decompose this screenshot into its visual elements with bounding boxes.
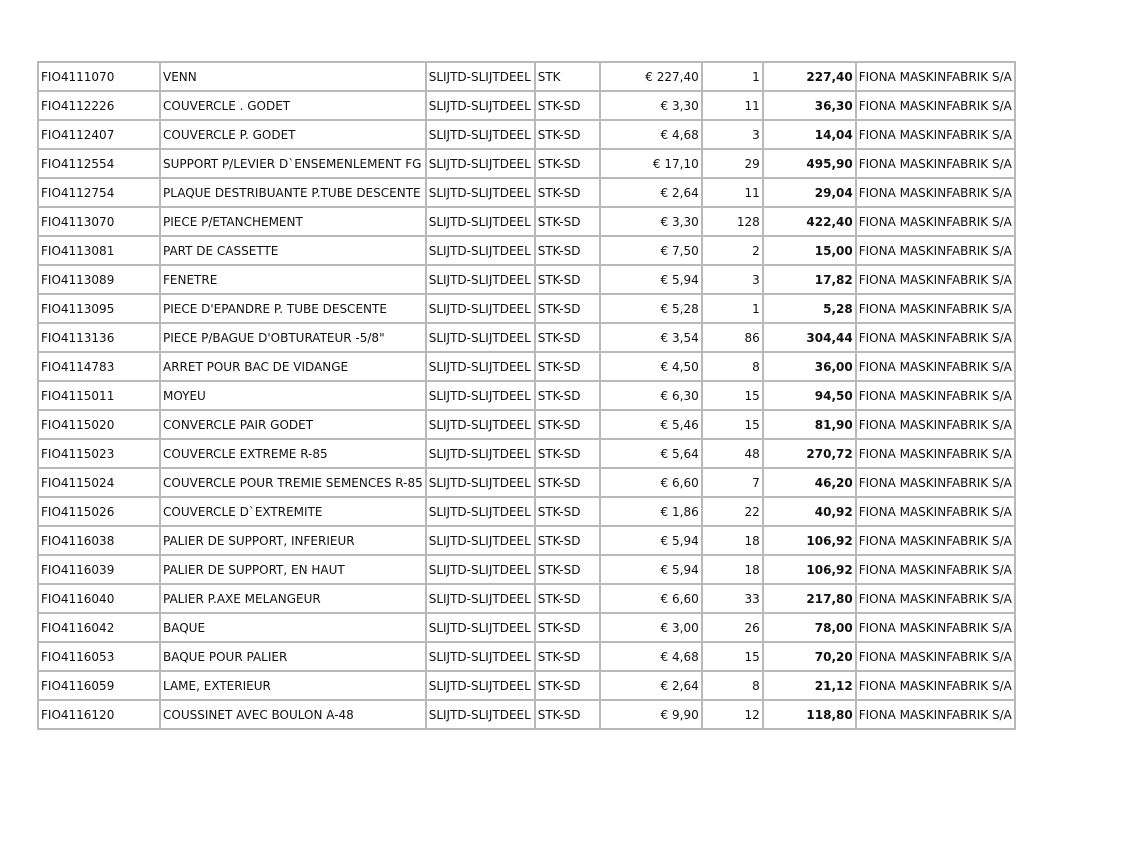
group-cell: SLIJTD-SLIJTDEEL	[426, 265, 535, 294]
quantity-cell: 8	[702, 671, 763, 700]
unit-cell: STK-SD	[535, 294, 600, 323]
group-cell: SLIJTD-SLIJTDEEL	[426, 671, 535, 700]
unit-price-cell: € 1,86	[600, 497, 702, 526]
table-row	[38, 410, 1015, 439]
group-cell: SLIJTD-SLIJTDEEL	[426, 62, 535, 91]
line-total-cell: 36,00	[763, 352, 856, 381]
group-cell: SLIJTD-SLIJTDEEL	[426, 207, 535, 236]
table-row	[38, 700, 1015, 729]
part-code-cell: FIO4111070	[38, 62, 160, 91]
part-code-cell: FIO4116059	[38, 671, 160, 700]
quantity-cell: 18	[702, 555, 763, 584]
supplier-cell: FIONA MASKINFABRIK S/A	[856, 62, 1015, 91]
table-row	[38, 207, 1015, 236]
table-row	[38, 555, 1015, 584]
table-row	[38, 178, 1015, 207]
description-cell: PALIER DE SUPPORT, EN HAUT	[160, 555, 426, 584]
unit-price-cell: € 5,94	[600, 526, 702, 555]
quantity-cell: 128	[702, 207, 763, 236]
quantity-cell: 1	[702, 62, 763, 91]
unit-price-cell: € 4,50	[600, 352, 702, 381]
supplier-cell: FIONA MASKINFABRIK S/A	[856, 468, 1015, 497]
table-row	[38, 91, 1015, 120]
unit-cell: STK-SD	[535, 410, 600, 439]
unit-price-cell: € 3,00	[600, 613, 702, 642]
part-code-cell: FIO4116039	[38, 555, 160, 584]
part-code-cell: FIO4113089	[38, 265, 160, 294]
group-cell: SLIJTD-SLIJTDEEL	[426, 120, 535, 149]
unit-cell: STK-SD	[535, 178, 600, 207]
quantity-cell: 18	[702, 526, 763, 555]
unit-cell: STK-SD	[535, 265, 600, 294]
part-code-cell: FIO4112754	[38, 178, 160, 207]
unit-price-cell: € 6,60	[600, 468, 702, 497]
group-cell: SLIJTD-SLIJTDEEL	[426, 700, 535, 729]
description-cell: PALIER DE SUPPORT, INFERIEUR	[160, 526, 426, 555]
table-row	[38, 236, 1015, 265]
line-total-cell: 46,20	[763, 468, 856, 497]
unit-price-cell: € 3,30	[600, 91, 702, 120]
part-code-cell: FIO4112226	[38, 91, 160, 120]
group-cell: SLIJTD-SLIJTDEEL	[426, 468, 535, 497]
table-row	[38, 294, 1015, 323]
quantity-cell: 3	[702, 120, 763, 149]
supplier-cell: FIONA MASKINFABRIK S/A	[856, 178, 1015, 207]
group-cell: SLIJTD-SLIJTDEEL	[426, 613, 535, 642]
part-code-cell: FIO4113070	[38, 207, 160, 236]
description-cell: PIECE D'EPANDRE P. TUBE DESCENTE	[160, 294, 426, 323]
table-row	[38, 613, 1015, 642]
part-code-cell: FIO4115023	[38, 439, 160, 468]
description-cell: VENN	[160, 62, 426, 91]
description-cell: SUPPORT P/LEVIER D`ENSEMENLEMENT FG	[160, 149, 426, 178]
table-row	[38, 120, 1015, 149]
group-cell: SLIJTD-SLIJTDEEL	[426, 178, 535, 207]
supplier-cell: FIONA MASKINFABRIK S/A	[856, 613, 1015, 642]
supplier-cell: FIONA MASKINFABRIK S/A	[856, 381, 1015, 410]
quantity-cell: 1	[702, 294, 763, 323]
group-cell: SLIJTD-SLIJTDEEL	[426, 91, 535, 120]
unit-cell: STK-SD	[535, 439, 600, 468]
supplier-cell: FIONA MASKINFABRIK S/A	[856, 584, 1015, 613]
supplier-cell: FIONA MASKINFABRIK S/A	[856, 555, 1015, 584]
supplier-cell: FIONA MASKINFABRIK S/A	[856, 439, 1015, 468]
line-total-cell: 70,20	[763, 642, 856, 671]
quantity-cell: 3	[702, 265, 763, 294]
unit-cell: STK-SD	[535, 526, 600, 555]
quantity-cell: 8	[702, 352, 763, 381]
quantity-cell: 15	[702, 410, 763, 439]
part-code-cell: FIO4115024	[38, 468, 160, 497]
unit-cell: STK-SD	[535, 584, 600, 613]
part-code-cell: FIO4112407	[38, 120, 160, 149]
group-cell: SLIJTD-SLIJTDEEL	[426, 381, 535, 410]
group-cell: SLIJTD-SLIJTDEEL	[426, 149, 535, 178]
group-cell: SLIJTD-SLIJTDEEL	[426, 439, 535, 468]
part-code-cell: FIO4115020	[38, 410, 160, 439]
unit-cell: STK-SD	[535, 613, 600, 642]
quantity-cell: 29	[702, 149, 763, 178]
group-cell: SLIJTD-SLIJTDEEL	[426, 642, 535, 671]
quantity-cell: 7	[702, 468, 763, 497]
description-cell: COUVERCLE POUR TREMIE SEMENCES R-85	[160, 468, 426, 497]
description-cell: COUVERCLE P. GODET	[160, 120, 426, 149]
group-cell: SLIJTD-SLIJTDEEL	[426, 555, 535, 584]
group-cell: SLIJTD-SLIJTDEEL	[426, 294, 535, 323]
table-row	[38, 149, 1015, 178]
part-code-cell: FIO4115011	[38, 381, 160, 410]
line-total-cell: 270,72	[763, 439, 856, 468]
description-cell: BAQUE POUR PALIER	[160, 642, 426, 671]
line-total-cell: 495,90	[763, 149, 856, 178]
table-row	[38, 381, 1015, 410]
part-code-cell: FIO4116038	[38, 526, 160, 555]
line-total-cell: 94,50	[763, 381, 856, 410]
quantity-cell: 11	[702, 91, 763, 120]
quantity-cell: 86	[702, 323, 763, 352]
supplier-cell: FIONA MASKINFABRIK S/A	[856, 700, 1015, 729]
supplier-cell: FIONA MASKINFABRIK S/A	[856, 149, 1015, 178]
unit-price-cell: € 227,40	[600, 62, 702, 91]
supplier-cell: FIONA MASKINFABRIK S/A	[856, 265, 1015, 294]
description-cell: CONVERCLE PAIR GODET	[160, 410, 426, 439]
unit-price-cell: € 5,46	[600, 410, 702, 439]
unit-cell: STK-SD	[535, 555, 600, 584]
description-cell: PIECE P/BAGUE D'OBTURATEUR -5/8"	[160, 323, 426, 352]
unit-cell: STK-SD	[535, 236, 600, 265]
unit-price-cell: € 3,30	[600, 207, 702, 236]
description-cell: BAQUE	[160, 613, 426, 642]
unit-price-cell: € 2,64	[600, 671, 702, 700]
unit-price-cell: € 2,64	[600, 178, 702, 207]
part-code-cell: FIO4115026	[38, 497, 160, 526]
quantity-cell: 26	[702, 613, 763, 642]
group-cell: SLIJTD-SLIJTDEEL	[426, 236, 535, 265]
table-row	[38, 497, 1015, 526]
unit-cell: STK-SD	[535, 642, 600, 671]
supplier-cell: FIONA MASKINFABRIK S/A	[856, 207, 1015, 236]
supplier-cell: FIONA MASKINFABRIK S/A	[856, 352, 1015, 381]
supplier-cell: FIONA MASKINFABRIK S/A	[856, 294, 1015, 323]
parts-table	[37, 61, 1016, 730]
unit-price-cell: € 5,94	[600, 265, 702, 294]
description-cell: COUSSINET AVEC BOULON A-48	[160, 700, 426, 729]
part-code-cell: FIO4116053	[38, 642, 160, 671]
unit-cell: STK-SD	[535, 149, 600, 178]
group-cell: SLIJTD-SLIJTDEEL	[426, 410, 535, 439]
description-cell: PART DE CASSETTE	[160, 236, 426, 265]
quantity-cell: 2	[702, 236, 763, 265]
part-code-cell: FIO4114783	[38, 352, 160, 381]
part-code-cell: FIO4113136	[38, 323, 160, 352]
line-total-cell: 78,00	[763, 613, 856, 642]
unit-cell: STK-SD	[535, 207, 600, 236]
unit-cell: STK-SD	[535, 91, 600, 120]
unit-cell: STK-SD	[535, 497, 600, 526]
part-code-cell: FIO4113095	[38, 294, 160, 323]
unit-cell: STK-SD	[535, 323, 600, 352]
group-cell: SLIJTD-SLIJTDEEL	[426, 584, 535, 613]
line-total-cell: 14,04	[763, 120, 856, 149]
unit-cell: STK	[535, 62, 600, 91]
unit-price-cell: € 6,30	[600, 381, 702, 410]
quantity-cell: 11	[702, 178, 763, 207]
group-cell: SLIJTD-SLIJTDEEL	[426, 497, 535, 526]
unit-price-cell: € 3,54	[600, 323, 702, 352]
description-cell: PALIER P.AXE MELANGEUR	[160, 584, 426, 613]
unit-cell: STK-SD	[535, 352, 600, 381]
line-total-cell: 106,92	[763, 555, 856, 584]
part-code-cell: FIO4112554	[38, 149, 160, 178]
line-total-cell: 304,44	[763, 323, 856, 352]
supplier-cell: FIONA MASKINFABRIK S/A	[856, 410, 1015, 439]
table-row	[38, 439, 1015, 468]
part-code-cell: FIO4116040	[38, 584, 160, 613]
quantity-cell: 12	[702, 700, 763, 729]
line-total-cell: 118,80	[763, 700, 856, 729]
description-cell: COUVERCLE D`EXTREMITE	[160, 497, 426, 526]
description-cell: PLAQUE DESTRIBUANTE P.TUBE DESCENTE	[160, 178, 426, 207]
line-total-cell: 106,92	[763, 526, 856, 555]
supplier-cell: FIONA MASKINFABRIK S/A	[856, 91, 1015, 120]
supplier-cell: FIONA MASKINFABRIK S/A	[856, 120, 1015, 149]
table-row	[38, 265, 1015, 294]
part-code-cell: FIO4116042	[38, 613, 160, 642]
unit-price-cell: € 5,94	[600, 555, 702, 584]
unit-price-cell: € 7,50	[600, 236, 702, 265]
supplier-cell: FIONA MASKINFABRIK S/A	[856, 671, 1015, 700]
unit-price-cell: € 4,68	[600, 642, 702, 671]
description-cell: PIECE P/ETANCHEMENT	[160, 207, 426, 236]
quantity-cell: 22	[702, 497, 763, 526]
table-row	[38, 62, 1015, 91]
quantity-cell: 15	[702, 381, 763, 410]
group-cell: SLIJTD-SLIJTDEEL	[426, 323, 535, 352]
unit-price-cell: € 9,90	[600, 700, 702, 729]
line-total-cell: 422,40	[763, 207, 856, 236]
unit-price-cell: € 5,64	[600, 439, 702, 468]
quantity-cell: 15	[702, 642, 763, 671]
table-row	[38, 526, 1015, 555]
unit-cell: STK-SD	[535, 671, 600, 700]
supplier-cell: FIONA MASKINFABRIK S/A	[856, 323, 1015, 352]
line-total-cell: 17,82	[763, 265, 856, 294]
quantity-cell: 48	[702, 439, 763, 468]
line-total-cell: 5,28	[763, 294, 856, 323]
line-total-cell: 21,12	[763, 671, 856, 700]
table-row	[38, 468, 1015, 497]
table-row	[38, 323, 1015, 352]
line-total-cell: 29,04	[763, 178, 856, 207]
description-cell: COUVERCLE . GODET	[160, 91, 426, 120]
parts-table-body	[38, 62, 1015, 729]
unit-cell: STK-SD	[535, 700, 600, 729]
table-row	[38, 671, 1015, 700]
unit-price-cell: € 5,28	[600, 294, 702, 323]
unit-price-cell: € 4,68	[600, 120, 702, 149]
part-code-cell: FIO4116120	[38, 700, 160, 729]
supplier-cell: FIONA MASKINFABRIK S/A	[856, 236, 1015, 265]
group-cell: SLIJTD-SLIJTDEEL	[426, 526, 535, 555]
unit-cell: STK-SD	[535, 381, 600, 410]
description-cell: COUVERCLE EXTREME R-85	[160, 439, 426, 468]
unit-cell: STK-SD	[535, 120, 600, 149]
unit-price-cell: € 17,10	[600, 149, 702, 178]
part-code-cell: FIO4113081	[38, 236, 160, 265]
group-cell: SLIJTD-SLIJTDEEL	[426, 352, 535, 381]
table-row	[38, 352, 1015, 381]
line-total-cell: 81,90	[763, 410, 856, 439]
description-cell: ARRET POUR BAC DE VIDANGE	[160, 352, 426, 381]
unit-cell: STK-SD	[535, 468, 600, 497]
description-cell: FENETRE	[160, 265, 426, 294]
unit-price-cell: € 6,60	[600, 584, 702, 613]
table-row	[38, 584, 1015, 613]
supplier-cell: FIONA MASKINFABRIK S/A	[856, 642, 1015, 671]
description-cell: MOYEU	[160, 381, 426, 410]
line-total-cell: 15,00	[763, 236, 856, 265]
supplier-cell: FIONA MASKINFABRIK S/A	[856, 526, 1015, 555]
description-cell: LAME, EXTERIEUR	[160, 671, 426, 700]
line-total-cell: 227,40	[763, 62, 856, 91]
supplier-cell: FIONA MASKINFABRIK S/A	[856, 497, 1015, 526]
line-total-cell: 40,92	[763, 497, 856, 526]
quantity-cell: 33	[702, 584, 763, 613]
line-total-cell: 217,80	[763, 584, 856, 613]
table-row	[38, 642, 1015, 671]
line-total-cell: 36,30	[763, 91, 856, 120]
